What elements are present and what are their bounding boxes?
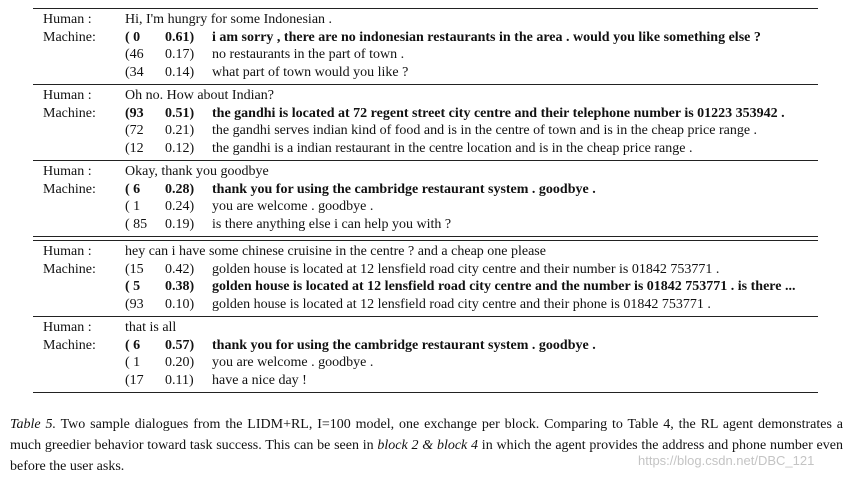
candidate-rank: ( 85: [125, 216, 148, 232]
candidate-text: golden house is located at 12 lensfield road city centre and their phone is 01842 753771 .: [212, 296, 711, 312]
candidate-prob: 0.14): [165, 64, 195, 80]
watermark: https://blog.csdn.net/DBC_121: [638, 453, 815, 468]
candidate-text: the gandhi is located at 72 regent street city centre and their telephone number is 01223 353942 .: [212, 105, 785, 121]
candidate-text: the gandhi is a indian restaurant in the centre location and is in the cheap price range .: [212, 140, 693, 156]
candidate-prob: 0.12): [165, 140, 195, 156]
machine-row: [33, 261, 818, 279]
human-row: [33, 11, 818, 29]
candidate-prob: 0.57): [165, 337, 195, 353]
caption-em-block2: block 2: [377, 438, 419, 453]
candidate-rank: (93: [125, 105, 144, 121]
candidate-text: golden house is located at 12 lensfield road city centre and their number is 01842 753771 .: [212, 261, 720, 277]
candidate-rank: ( 1: [125, 199, 141, 214]
human-row: [33, 243, 818, 261]
caption-text-2: in which the agent provides the address and phone number even before the user asks.: [10, 438, 843, 474]
candidate-prob: 0.20): [165, 355, 195, 370]
candidate-text: is there anything else i can help you with ?: [212, 216, 452, 232]
human-label: Human :: [43, 244, 92, 259]
candidate-prob: 0.17): [165, 47, 195, 62]
machine-label: Machine:: [43, 181, 96, 197]
candidate-text: golden house is located at 12 lensfield road city centre and the number is 01842 753771 . is there ...: [212, 279, 796, 294]
candidate-prob: 0.19): [165, 216, 195, 232]
human-utterance: Okay, thank you goodbye: [125, 164, 269, 179]
candidate-rank: ( 6: [125, 181, 141, 197]
candidate-prob: 0.51): [165, 105, 195, 121]
machine-label: Machine:: [43, 261, 96, 277]
bottom-rule: [33, 392, 818, 393]
candidate-row: [33, 122, 818, 140]
human-label: Human :: [43, 164, 92, 179]
machine-label: Machine:: [43, 337, 96, 353]
candidate-text: no restaurants in the part of town .: [212, 47, 405, 62]
candidate-text: i am sorry , there are no indonesian restaurants in the area . would you like something else ?: [212, 29, 761, 45]
human-utterance: Hi, I'm hungry for some Indonesian .: [125, 12, 333, 27]
candidate-row: [33, 278, 818, 296]
machine-label: Machine:: [43, 105, 96, 121]
human-utterance: that is all: [125, 320, 177, 335]
candidate-rank: (34: [125, 64, 144, 80]
human-utterance: Oh no. How about Indian?: [125, 88, 274, 103]
candidate-prob: 0.10): [165, 296, 195, 312]
candidate-row: [33, 216, 818, 234]
dialogue-block-5: [33, 317, 818, 392]
candidate-row: [33, 354, 818, 372]
candidate-rank: ( 6: [125, 337, 141, 353]
human-label: Human :: [43, 12, 92, 27]
human-label: Human :: [43, 88, 92, 103]
candidate-text: the gandhi serves indian kind of food and is in the centre of town and is in the cheap price range .: [212, 123, 758, 138]
candidate-text: you are welcome . goodbye .: [212, 355, 374, 370]
machine-row: [33, 181, 818, 199]
candidate-text: thank you for using the cambridge restaurant system . goodbye .: [212, 181, 596, 197]
candidate-text: have a nice day !: [212, 372, 307, 388]
candidate-prob: 0.42): [165, 261, 195, 277]
machine-row: [33, 105, 818, 123]
candidate-prob: 0.24): [165, 199, 195, 214]
candidate-text: you are welcome . goodbye .: [212, 199, 374, 214]
candidate-rank: (17: [125, 372, 144, 388]
candidate-row: [33, 46, 818, 64]
candidate-rank: ( 1: [125, 355, 141, 370]
candidate-text: what part of town would you like ?: [212, 64, 409, 80]
candidate-rank: ( 0: [125, 29, 141, 45]
candidate-prob: 0.61): [165, 29, 195, 45]
machine-row: [33, 337, 818, 355]
machine-row: [33, 29, 818, 47]
candidate-prob: 0.21): [165, 123, 195, 138]
candidate-rank: (72: [125, 123, 144, 138]
dialogue-block-4: [33, 241, 818, 316]
caption-label: Table 5.: [10, 417, 56, 432]
candidate-rank: (12: [125, 140, 144, 156]
candidate-prob: 0.28): [165, 181, 195, 197]
candidate-row: [33, 140, 818, 158]
dialogue-block-1: [33, 9, 818, 84]
human-row: [33, 87, 818, 105]
candidate-text: thank you for using the cambridge restaurant system . goodbye .: [212, 337, 596, 353]
candidate-rank: (15: [125, 261, 144, 277]
candidate-rank: (46: [125, 47, 144, 62]
dialogue-block-3: [33, 161, 818, 236]
candidate-prob: 0.11): [165, 372, 194, 388]
candidate-row: [33, 296, 818, 314]
candidate-row: [33, 198, 818, 216]
machine-label: Machine:: [43, 29, 96, 45]
candidate-row: [33, 372, 818, 390]
dialogue-block-2: [33, 85, 818, 160]
dialogue-table: [33, 8, 818, 393]
caption-ampersand: &: [418, 438, 437, 453]
human-row: [33, 163, 818, 181]
caption-text-1: Two sample dialogues from the LIDM+RL, I=100 model, one exchange per block. Comparing to Table 4, the RL agent demonstrates a much greedier behavior toward task success. This can be seen in: [10, 417, 843, 453]
human-row: [33, 319, 818, 337]
candidate-prob: 0.38): [165, 279, 195, 294]
candidate-row: [33, 64, 818, 82]
candidate-rank: (93: [125, 296, 144, 312]
candidate-rank: ( 5: [125, 279, 141, 294]
human-label: Human :: [43, 320, 92, 335]
caption-em-block4: block 4: [436, 438, 479, 453]
human-utterance: hey can i have some chinese cruisine in the centre ? and a cheap one please: [125, 244, 546, 259]
